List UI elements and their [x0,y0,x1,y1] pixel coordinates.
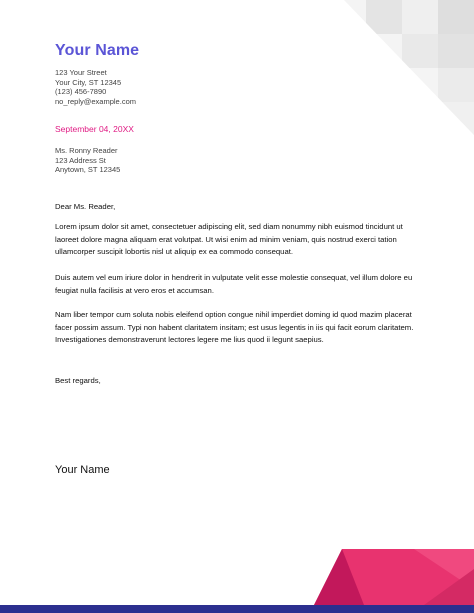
body-paragraph-2: Duis autem vel eum iriure dolor in hendrerit in vulputate velit esse molestie consequat, vel illum dolore eu feugiat nulla facilisis at vero eros et accumsan. [55,273,413,295]
body-paragraph-1: Lorem ipsum dolor sit amet, consectetuer adipiscing elit, sed diam nonummy nibh euismod tincidunt ut laoreet dolore magna aliquam erat volutpat. Ut wisi enim ad minim veniam, quis nostrud exerci tation ullamcorper suscipit lobortis nisl ut aliquip ex ea commodo consequat. [55,222,403,257]
letter-date: September 04, 20XX [55,124,134,134]
sender-address-line: 123 Your Street [55,68,107,77]
recipient-street: 123 Address St [55,155,106,165]
sender-address-line: Your City, ST 12345 [55,77,122,87]
sender-address [55,68,136,106]
body-paragraph-3: Nam liber tempor cum soluta nobis eleifend option congue nihil imperdiet doming id quod mazim placerat facer possim assum. Typi non habent claritatem insitam; est usus legentis in iis qui facit eorum claritatem. Investigationes demonstraverunt lectores legere me lius quod ii legunt saepius. [55,310,414,345]
signature-name: Your Name [55,464,110,476]
sender-phone: (123) 456-7890 [55,87,107,97]
decorative-grey-tiles [344,0,474,135]
recipient-city: Anytown, ST 12345 [55,165,121,175]
sender-name: Your Name [55,42,140,59]
salutation: Dear Ms. Reader, [55,202,116,211]
closing: Best regards, [55,376,101,385]
sender-email: no_reply@example.com [55,96,136,106]
recipient-name: Ms. Ronny Reader [55,146,118,155]
recipient-address [55,146,120,175]
bottom-accent-bar [0,605,474,613]
decorative-corner-triangles [314,549,474,605]
